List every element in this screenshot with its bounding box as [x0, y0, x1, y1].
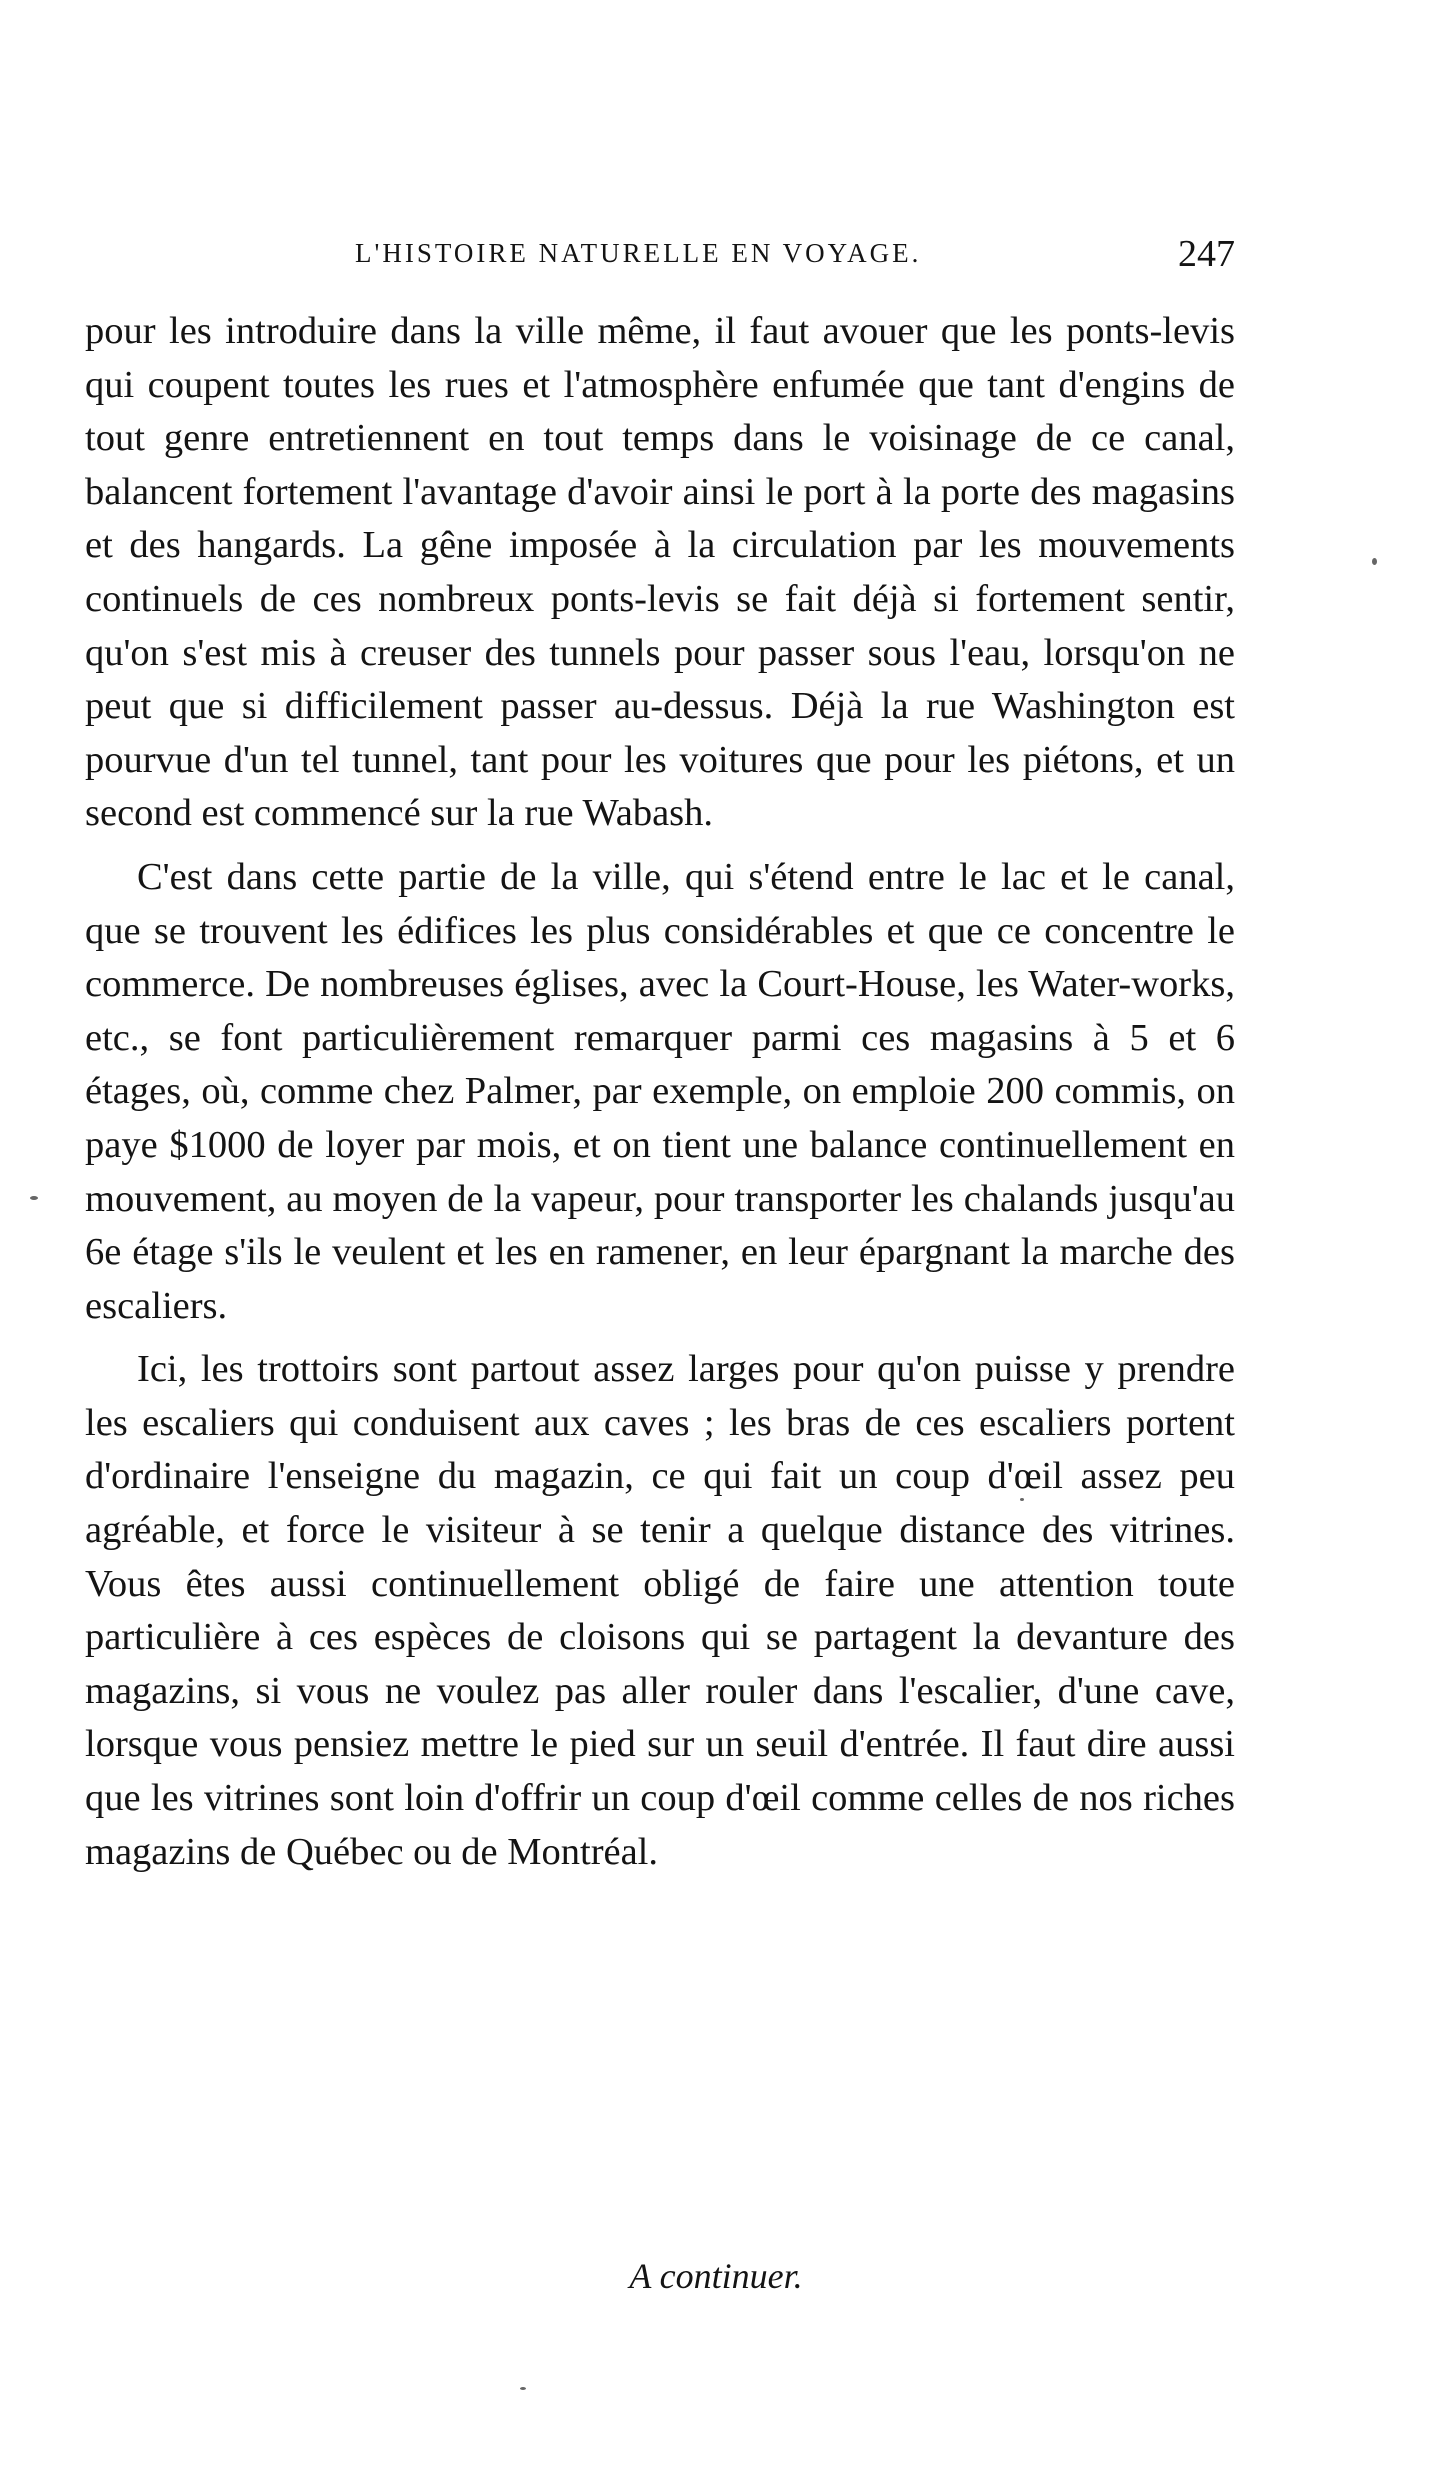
scan-speck [1372, 558, 1377, 565]
paragraph: C'est dans cette partie de la ville, qui s'étend entre le lac et le canal, que se trouvent les édifices les plus considérables et que ce concentre le commerce. De nombreuses églises, avec la Court-House, les Water-works, etc., se font particulièrement remarquer parmi ces magasins à 5 et 6 étages, où, comme chez Palmer, par exemple, on emploie 200 commis, on paye $1000 de loyer par mois, et on tient une balance continuellement en mouvement, au moyen de la vapeur, pour transporter les chalands jusqu'au 6e étage s'ils le veulent et les en ramener, en leur épargnant la marche des escaliers. [85, 855, 1235, 1327]
page-header [85, 232, 1235, 282]
page-number: 247 [1178, 233, 1235, 275]
scan-speck [1020, 1498, 1024, 1501]
body-text [85, 305, 1235, 1889]
paragraph: Ici, les trottoirs sont partout assez larges pour qu'on puisse y prendre les escaliers qui conduisent aux caves ; les bras de ces escaliers portent d'ordinaire l'enseigne du magazin, ce qui fait un coup d'œil assez peu agréable, et force le visiteur à se tenir a quelque distance des vitrines. Vous êtes aussi continuellement obligé de faire une attention toute particulière à ces espèces de cloisons qui se partagent la devanture des magazins, si vous ne voulez pas aller rouler dans l'escalier, d'une cave, lorsque vous pensiez mettre le pied sur un seuil d'entrée. Il faut dire aussi que les vitrines sont loin d'offrir un coup d'œil comme celles de nos riches magazins de Québec ou de Montréal. [85, 1348, 1235, 1873]
scan-speck [520, 2387, 526, 2390]
closing-note: A continuer. [629, 2256, 803, 2296]
running-title: L'HISTOIRE NATURELLE EN VOYAGE. [355, 238, 922, 268]
paragraph: pour les introduire dans la ville même, il faut avouer que les ponts-levis qui coupent toutes les rues et l'atmosphère enfumée que tant d'engins de tout genre entretiennent en tout temps dans le voisinage de ce canal, balancent fortement l'avantage d'avoir ainsi le port à la porte des magasins et des hangards. La gêne imposée à la circulation par les mouvements continuels de ces nombreux ponts-levis se fait déjà si fortement sentir, qu'on s'est mis à creuser des tunnels pour passer sous l'eau, lorsqu'on ne peut que si difficilement passer au-dessus. Déjà la rue Washington est pourvue d'un tel tunnel, tant pour les voitures que pour les piétons, et un second est commencé sur la rue Wabash. [85, 310, 1235, 835]
scan-speck [30, 1196, 38, 1200]
